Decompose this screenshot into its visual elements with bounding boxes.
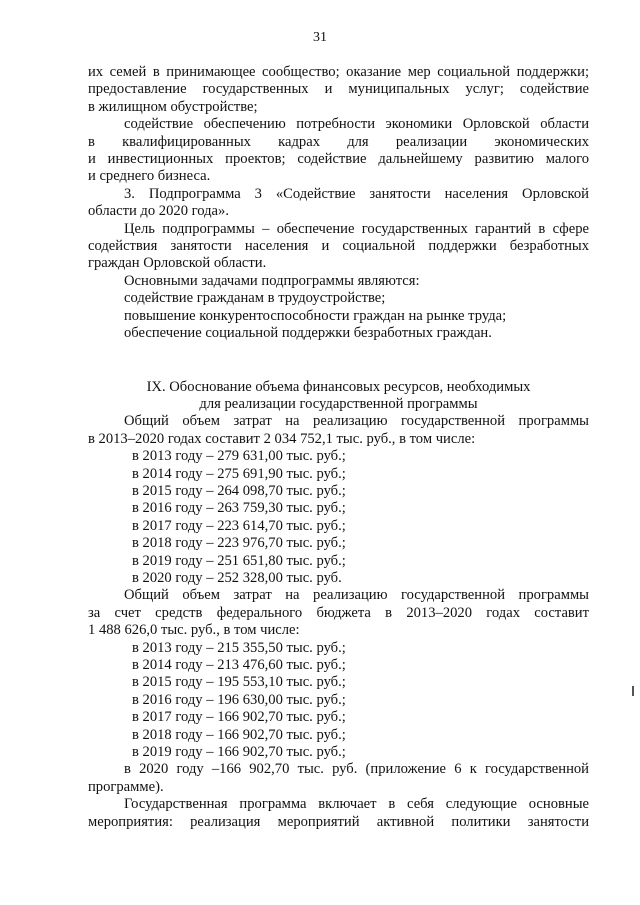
text-line: 3. Подпрограмма 3 «Содействие занятости населения Орловской [124, 185, 589, 202]
federal-year-line: в 2015 году – 195 553,10 тыс. руб.; [132, 674, 346, 691]
text-line: и инвестиционных проектов; содействие дальнейшему развитию малого [88, 151, 589, 168]
text-line: содействия занятости населения и социальной поддержки безработных [88, 238, 589, 255]
text-line: Общий объем затрат на реализацию государственной программы [124, 413, 589, 430]
text-line: Общий объем затрат на реализацию государственной программы [124, 587, 589, 604]
federal-year-line: в 2017 году – 166 902,70 тыс. руб.; [132, 709, 346, 726]
federal-year-line: в 2018 году – 166 902,70 тыс. руб.; [132, 726, 346, 743]
total-year-line: в 2018 году – 223 976,70 тыс. руб.; [132, 535, 346, 552]
total-year-line: в 2019 году – 251 651,80 тыс. руб.; [132, 552, 346, 569]
total-year-line: в 2020 году – 252 328,00 тыс. руб. [132, 569, 342, 586]
page-number: 31 [313, 30, 327, 45]
scan-mark [632, 686, 634, 696]
text-line: в 2020 году –166 902,70 тыс. руб. (приложение 6 к государственной [124, 761, 589, 778]
text-line: в 2013–2020 годах составит 2 034 752,1 тыс. руб., в том числе: [88, 430, 476, 447]
text-line: граждан Орловской области. [88, 255, 267, 272]
text-line: Основными задачами подпрограммы являются: [124, 272, 420, 289]
total-year-line: в 2015 году – 264 098,70 тыс. руб.; [132, 482, 346, 499]
text-line: Цель подпрограммы – обеспечение государственных гарантий в сфере [124, 220, 589, 237]
section-heading: для реализации государственной программы [199, 395, 478, 412]
total-year-line: в 2017 году – 223 614,70 тыс. руб.; [132, 517, 346, 534]
text-line: Государственная программа включает в себя следующие основные [124, 796, 589, 813]
text-line: области до 2020 года». [88, 203, 229, 220]
text-line: их семей в принимающее сообщество; оказание мер социальной поддержки; [88, 64, 589, 80]
text-line: 1 488 626,0 тыс. руб., в том числе: [88, 622, 300, 639]
section-heading: IX. Обоснование объема финансовых ресурсов, необходимых [146, 378, 531, 395]
document-body [88, 64, 589, 831]
federal-year-line: в 2013 году – 215 355,50 тыс. руб.; [132, 639, 346, 656]
text-line: мероприятия: реализация мероприятий активной политики занятости [88, 813, 589, 830]
federal-year-line: в 2016 году – 196 630,00 тыс. руб.; [132, 691, 346, 708]
text-line: в жилищном обустройстве; [88, 98, 258, 115]
text-line: обеспечение социальной поддержки безработных граждан. [124, 325, 492, 342]
text-line: повышение конкурентоспособности граждан на рынке труда; [124, 307, 507, 324]
text-line: и среднего бизнеса. [88, 168, 211, 185]
total-year-line: в 2016 году – 263 759,30 тыс. руб.; [132, 500, 346, 517]
text-line: предоставление государственных и муниципальных услуг; содействие [88, 81, 589, 98]
federal-year-line: в 2014 году – 213 476,60 тыс. руб.; [132, 657, 346, 673]
federal-year-line: в 2019 году – 166 902,70 тыс. руб.; [132, 744, 346, 761]
text-line: в квалифицированных кадрах для реализации экономических [88, 133, 589, 150]
text-line: за счет средств федерального бюджета в 2013–2020 годах составит [88, 604, 589, 621]
text-line: содействие обеспечению потребности экономики Орловской области [124, 116, 589, 133]
text-line: содействие гражданам в трудоустройстве; [124, 290, 386, 307]
spacer [88, 343, 589, 379]
total-year-line: в 2013 году – 279 631,00 тыс. руб.; [132, 448, 346, 465]
text-line: программе). [88, 778, 164, 795]
total-year-line: в 2014 году – 275 691,90 тыс. руб.; [132, 465, 346, 482]
